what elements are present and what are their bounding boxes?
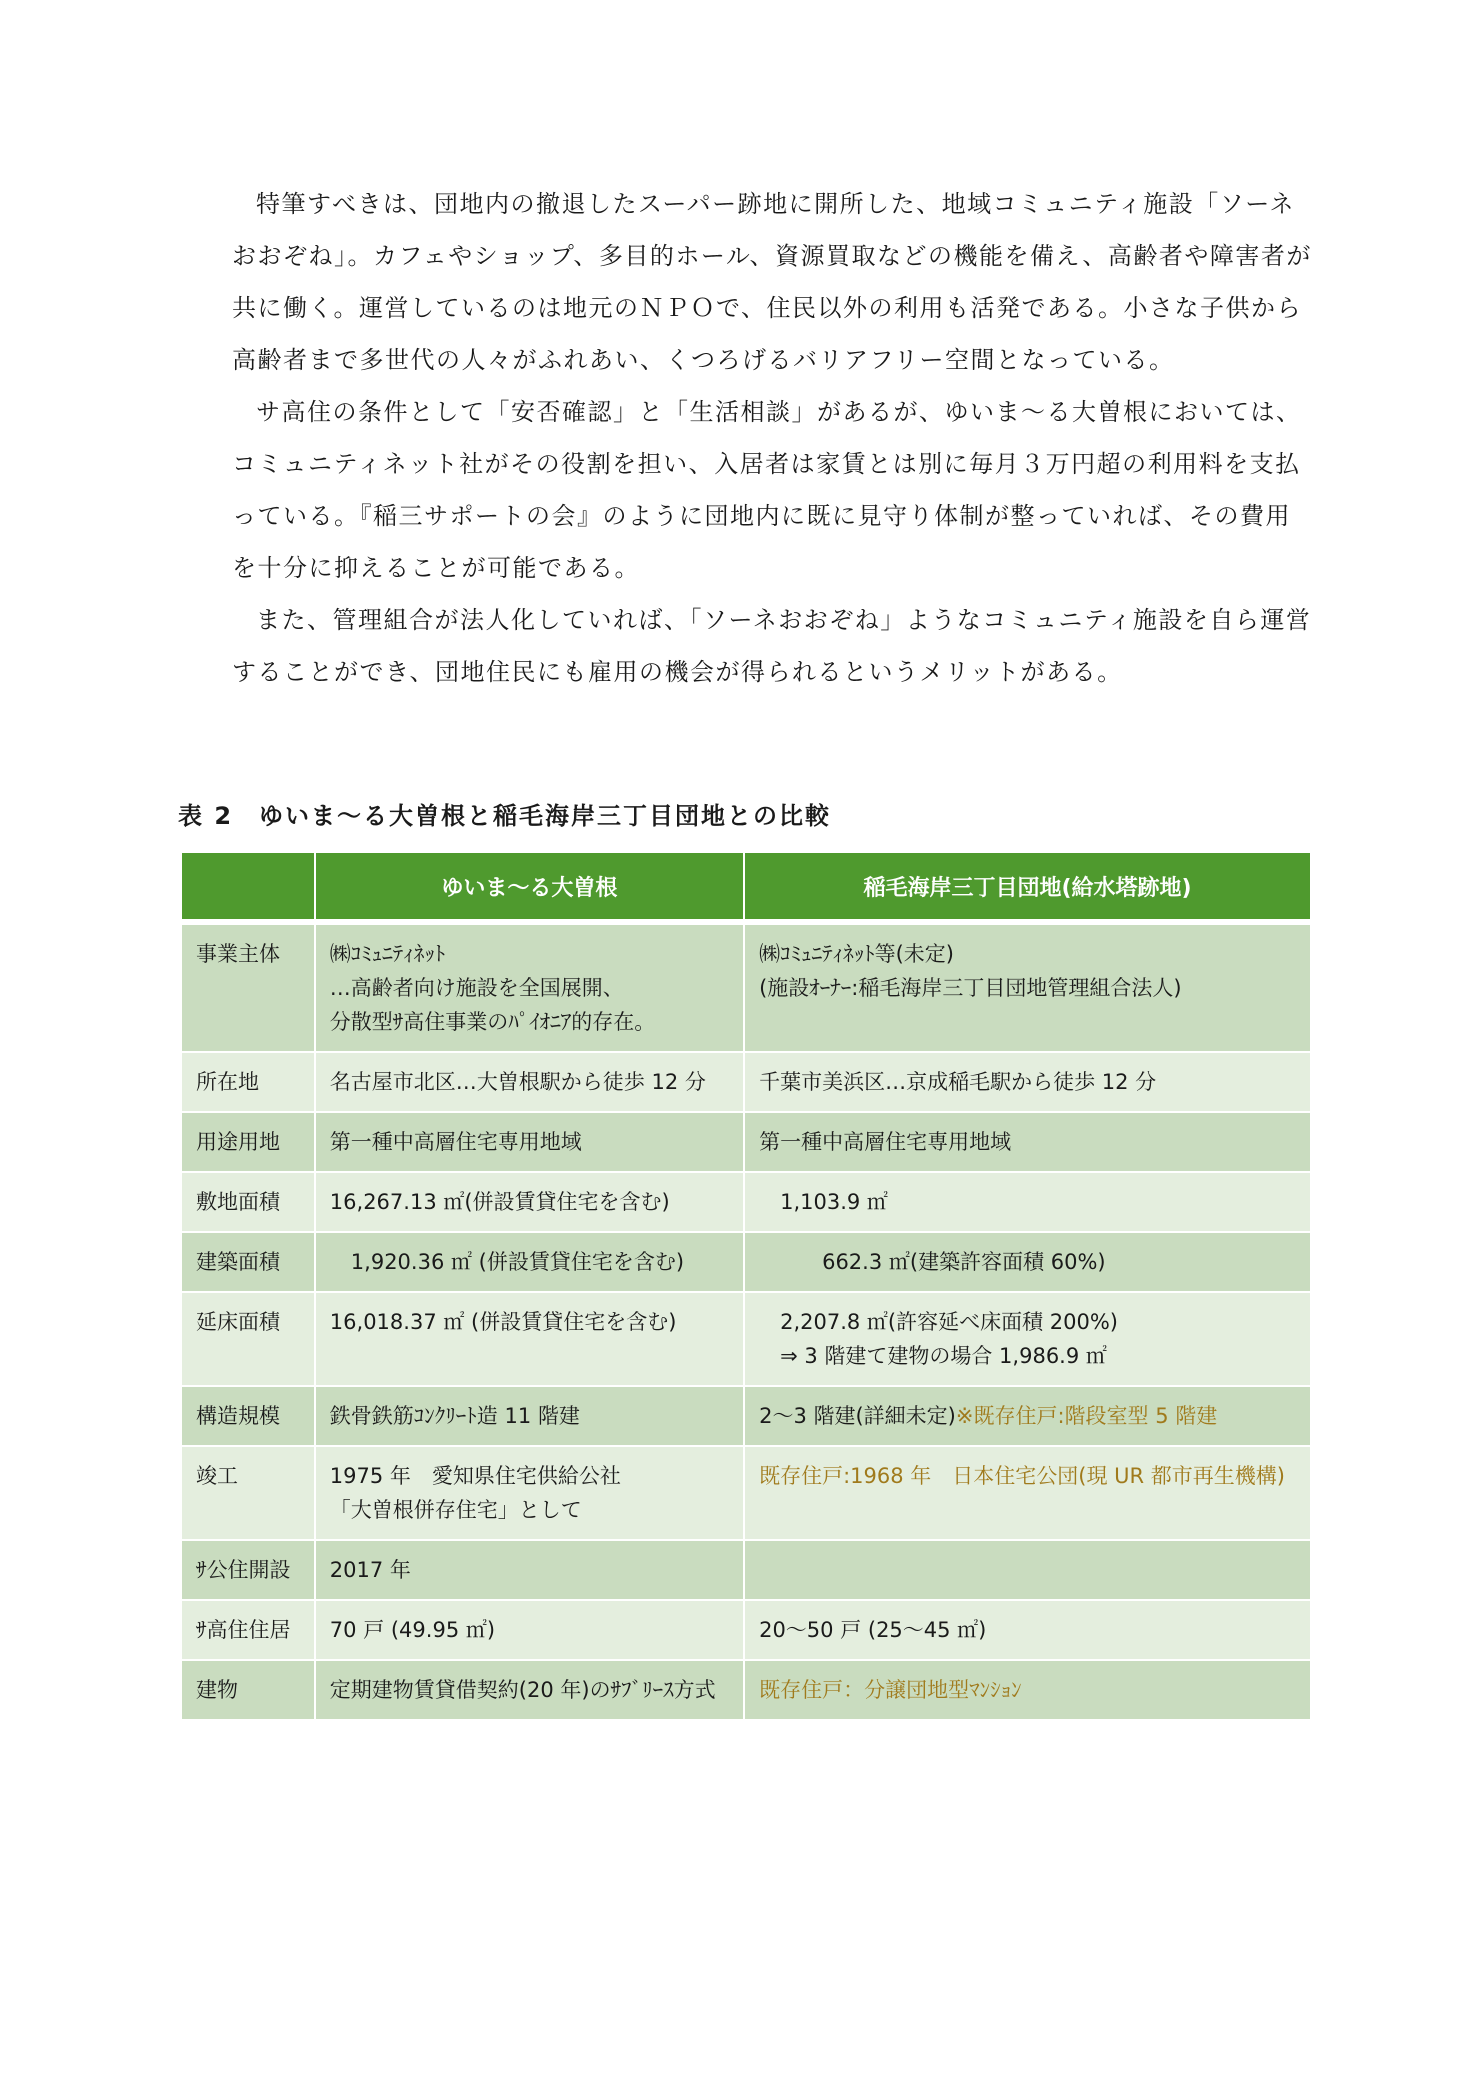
- cell-line: ㈱ｺﾐｭﾆﾃｨﾈｯﾄ: [329, 942, 446, 966]
- cell-text: 第一種中高層住宅専用地域: [759, 1130, 1012, 1154]
- cell-line: 1,920.36 ㎡ (併設賃貸住宅を含む): [329, 1250, 685, 1274]
- row-label: 延床面積: [182, 1293, 316, 1387]
- cell-yuimaru: [316, 1601, 745, 1661]
- row-label: 構造規模: [182, 1387, 316, 1447]
- cell-yuimaru: [316, 1447, 745, 1541]
- cell-yuimaru: [316, 1541, 745, 1601]
- table-row: [182, 1233, 1310, 1293]
- cell-line: [759, 1613, 1296, 1647]
- header-blank: [182, 853, 316, 925]
- cell-text: 662.3 ㎡(建築許容面積 60%): [759, 1250, 1106, 1274]
- header-inage: 稲毛海岸三丁目団地(給水塔跡地): [745, 853, 1310, 925]
- row-label: 用途用地: [182, 1113, 316, 1173]
- cell-yuimaru: [316, 1113, 745, 1173]
- cell-text: 千葉市美浜区…京成稲毛駅から徒歩 12 分: [759, 1070, 1157, 1094]
- cell-inage: [745, 1053, 1310, 1113]
- table-row: [182, 1053, 1310, 1113]
- cell-yuimaru: [316, 1053, 745, 1113]
- cell-text: ⇒ 3 階建て建物の場合 1,986.9 ㎡: [759, 1344, 1107, 1368]
- table-row: [182, 1447, 1310, 1541]
- cell-line: 鉄骨鉄筋ｺﾝｸﾘｰﾄ造 11 階建: [329, 1404, 580, 1428]
- cell-line: 分散型ｻ高住事業のﾊﾟｲｵﾆｱ的存在。: [329, 1010, 656, 1034]
- cell-inage: [745, 1113, 1310, 1173]
- cell-inage: [745, 1541, 1310, 1601]
- row-label: ｻ公住開設: [182, 1541, 316, 1601]
- cell-note: ※既存住戸:階段室型 5 階建: [955, 1404, 1218, 1428]
- cell-yuimaru: [316, 1293, 745, 1387]
- table-row: [182, 1293, 1310, 1387]
- body-text: [232, 178, 1312, 698]
- cell-text: 20～50 戸 (25～45 ㎡): [759, 1618, 987, 1642]
- table-body: [182, 925, 1310, 1721]
- table-header-row: [182, 853, 1310, 925]
- cell-line: 70 戸 (49.95 ㎡): [329, 1618, 496, 1642]
- cell-line: [759, 1245, 1296, 1279]
- cell-yuimaru: [316, 1661, 745, 1721]
- cell-text: 2,207.8 ㎡(許容延べ床面積 200%): [759, 1310, 1119, 1334]
- cell-line: [759, 971, 1296, 1005]
- cell-inage: [745, 1293, 1310, 1387]
- cell-inage: [745, 1173, 1310, 1233]
- table-row: [182, 1601, 1310, 1661]
- row-label: 事業主体: [182, 925, 316, 1053]
- row-label: 建物: [182, 1661, 316, 1721]
- cell-line: [759, 1399, 1296, 1433]
- cell-yuimaru: [316, 925, 745, 1053]
- row-label: 建築面積: [182, 1233, 316, 1293]
- cell-text: 2～3 階建(詳細未定): [759, 1404, 956, 1428]
- cell-inage: [745, 1447, 1310, 1541]
- cell-line: [759, 1459, 1296, 1493]
- cell-line: 名古屋市北区…大曽根駅から徒歩 12 分: [329, 1070, 706, 1094]
- cell-inage: [745, 1387, 1310, 1447]
- row-label: 竣工: [182, 1447, 316, 1541]
- cell-text: 1,103.9 ㎡: [759, 1190, 888, 1214]
- row-label: 所在地: [182, 1053, 316, 1113]
- row-label: ｻ高住住居: [182, 1601, 316, 1661]
- paragraph-3: また、管理組合が法人化していれば、「ソーネおおぞね」ようなコミュニティ施設を自ら運営することができ、団地住民にも雇用の機会が得られるというメリットがある。: [232, 606, 1312, 686]
- cell-line: [759, 1305, 1296, 1339]
- header-yuimaru: ゆいま～る大曽根: [316, 853, 745, 925]
- cell-note: 既存住戸：分譲団地型ﾏﾝｼｮﾝ: [759, 1678, 1022, 1702]
- cell-yuimaru: [316, 1387, 745, 1447]
- table-caption: 表 2 ゆいま～る大曽根と稲毛海岸三丁目団地との比較: [178, 802, 832, 830]
- cell-inage: [745, 1661, 1310, 1721]
- table-row: [182, 1387, 1310, 1447]
- cell-line: 1975 年 愛知県住宅供給公社: [329, 1464, 621, 1488]
- cell-line: [759, 1185, 1296, 1219]
- cell-line: [759, 1125, 1296, 1159]
- cell-inage: [745, 925, 1310, 1053]
- cell-line: [759, 1065, 1296, 1099]
- cell-text: ㈱ｺﾐｭﾆﾃｨﾈｯﾄ等(未定): [759, 942, 954, 966]
- table-row: [182, 1661, 1310, 1721]
- paragraph-1: 特筆すべきは、団地内の撤退したスーパー跡地に開所した、地域コミュニティ施設「ソーネおおぞね」。カフェやショップ、多目的ホール、資源買取などの機能を備え、高齢者や障害者が共に働く。運営しているのは地元のＮＰＯで、住民以外の利用も活発である。小さな子供から高齢者まで多世代の人々がふれあい、くつろげるバリアフリー空間となっている。: [232, 190, 1312, 374]
- cell-yuimaru: [316, 1173, 745, 1233]
- cell-line: 第一種中高層住宅専用地域: [329, 1130, 582, 1154]
- table-row: [182, 925, 1310, 1053]
- cell-inage: [745, 1233, 1310, 1293]
- table-row: [182, 1113, 1310, 1173]
- cell-line: [759, 937, 1296, 971]
- comparison-table: [182, 853, 1310, 1721]
- cell-line: 「大曽根併存住宅」として: [329, 1498, 582, 1522]
- cell-line: [759, 1339, 1296, 1373]
- table-row: [182, 1173, 1310, 1233]
- cell-line: 2017 年: [329, 1558, 411, 1582]
- cell-line: …高齢者向け施設を全国展開、: [329, 976, 624, 1000]
- cell-note: 既存住戸:1968 年 日本住宅公団(現 UR 都市再生機構): [759, 1464, 1285, 1488]
- paragraph-2: サ高住の条件として「安否確認」と「生活相談」があるが、ゆいま～る大曽根においては、コミュニティネット社がその役割を担い、入居者は家賃とは別に毎月３万円超の利用料を支払っている。『稲三サポートの会』のように団地内に既に見守り体制が整っていれば、その費用を十分に抑えることが可能である。: [232, 398, 1302, 582]
- row-label: 敷地面積: [182, 1173, 316, 1233]
- cell-text: (施設ｵｰﾅｰ:稲毛海岸三丁目団地管理組合法人): [759, 976, 1182, 1000]
- cell-line: 16,018.37 ㎡ (併設賃貸住宅を含む): [329, 1310, 677, 1334]
- table-row: [182, 1541, 1310, 1601]
- cell-inage: [745, 1601, 1310, 1661]
- cell-line: [759, 1673, 1296, 1707]
- cell-line: 定期建物賃貸借契約(20 年)のｻﾌﾞﾘｰｽ方式: [329, 1678, 716, 1702]
- cell-line: 16,267.13 ㎡(併設賃貸住宅を含む): [329, 1190, 670, 1214]
- cell-yuimaru: [316, 1233, 745, 1293]
